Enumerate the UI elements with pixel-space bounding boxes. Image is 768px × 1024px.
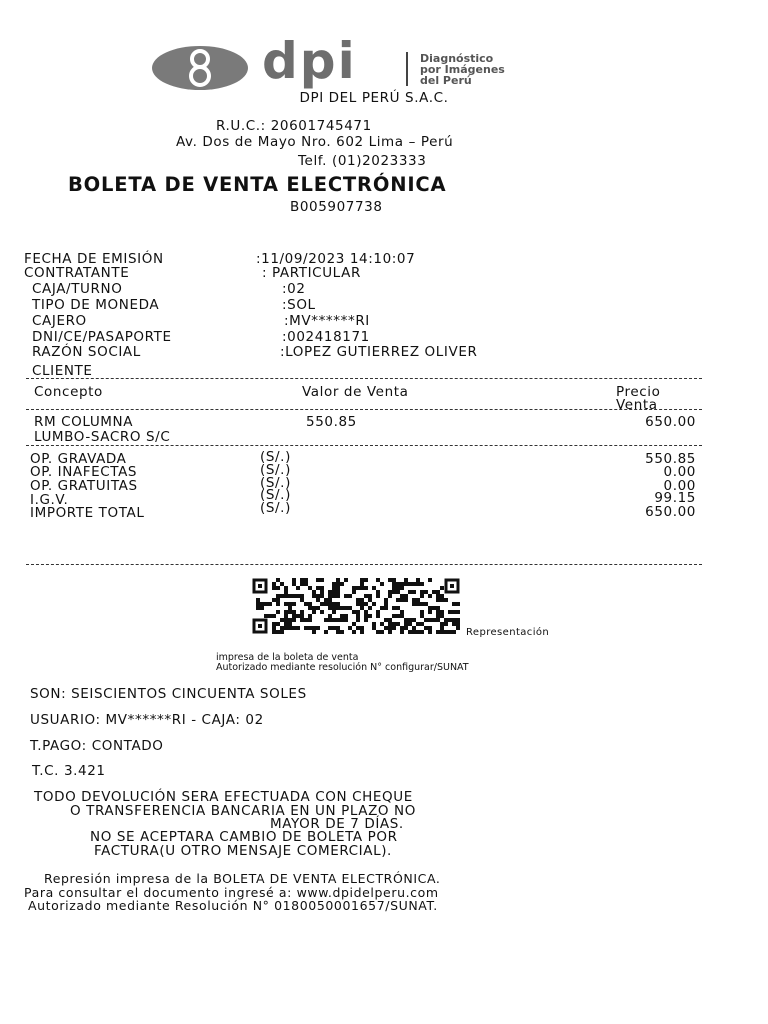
company-logo bbox=[150, 32, 570, 92]
total-currency-gravada: (S/.) bbox=[260, 449, 291, 465]
document-number: B005907738 bbox=[290, 199, 383, 215]
legal-line-2: Para consultar el documento ingresé a: www.dpidelperu.com bbox=[24, 885, 439, 900]
total-label-igv: I.G.V. bbox=[30, 492, 69, 508]
item-valor: 550.85 bbox=[306, 414, 357, 430]
total-value-inafectas: 0.00 bbox=[663, 464, 696, 480]
total-label-importe: IMPORTE TOTAL bbox=[30, 505, 145, 521]
company-name: DPI DEL PERÚ S.A.C. bbox=[299, 90, 449, 106]
info-value-dni: :002418171 bbox=[282, 329, 370, 345]
qr-caption-line2: Autorizado mediante resolución N° configurar/SUNAT bbox=[216, 662, 469, 673]
info-label-caja: CAJA/TURNO bbox=[32, 281, 123, 297]
usuario-caja: USUARIO: MV******RI - CAJA: 02 bbox=[30, 712, 264, 728]
info-label-razon: RAZÓN SOCIAL bbox=[32, 344, 141, 360]
logo-symbol-icon bbox=[150, 44, 250, 92]
qr-caption-right: Representación bbox=[466, 627, 550, 638]
logo-divider bbox=[406, 52, 408, 86]
total-value-importe: 650.00 bbox=[645, 504, 696, 520]
notice-line-3: MAYOR DE 7 DÍAS. bbox=[270, 816, 404, 832]
legal-line-1: Represión impresa de la BOLETA DE VENTA ELECTRÓNICA. bbox=[44, 871, 441, 886]
total-currency-inafectas: (S/.) bbox=[260, 462, 291, 478]
notice-line-2: O TRANSFERENCIA BANCARIA EN UN PLAZO NO bbox=[70, 803, 416, 819]
notice-line-1: TODO DEVOLUCIÓN SERA EFECTUADA CON CHEQUE bbox=[34, 789, 413, 805]
info-value-moneda: :SOL bbox=[282, 297, 316, 313]
qr-code bbox=[252, 578, 462, 636]
logo-brand: dpi bbox=[262, 32, 357, 90]
item-concept-1: RM COLUMNA bbox=[34, 414, 134, 430]
total-value-gravada: 550.85 bbox=[645, 451, 696, 467]
info-value-caja: :02 bbox=[282, 281, 306, 297]
ruc: R.U.C.: 20601745471 bbox=[216, 118, 372, 134]
notice-line-4: NO SE ACEPTARA CAMBIO DE BOLETA POR bbox=[90, 829, 398, 845]
total-label-inafectas: OP. INAFECTAS bbox=[30, 464, 138, 480]
info-label-cliente: CLIENTE bbox=[32, 363, 93, 379]
logo-tagline-2: por Imágenes bbox=[420, 63, 505, 76]
divider-2 bbox=[26, 409, 702, 410]
logo-tagline-3: del Perú bbox=[420, 74, 472, 87]
total-currency-gratuitas: (S/.) bbox=[260, 475, 291, 491]
tipo-cambio: T.C. 3.421 bbox=[32, 763, 106, 779]
col-header-precio: Precio bbox=[616, 384, 661, 400]
total-label-gravada: OP. GRAVADA bbox=[30, 451, 127, 467]
divider-3 bbox=[26, 445, 702, 446]
legal-line-3: Autorizado mediante Resolución N° 0180050001657/SUNAT. bbox=[28, 898, 438, 913]
divider-1 bbox=[26, 378, 702, 379]
notice-line-5: FACTURA(U OTRO MENSAJE COMERCIAL). bbox=[94, 843, 392, 859]
info-label-contratante: CONTRATANTE bbox=[24, 265, 130, 281]
phone: Telf. (01)2023333 bbox=[298, 153, 427, 169]
total-currency-importe: (S/.) bbox=[260, 500, 291, 516]
col-header-valor: Valor de Venta bbox=[302, 384, 409, 400]
document-title: BOLETA DE VENTA ELECTRÓNICA bbox=[68, 173, 447, 196]
address: Av. Dos de Mayo Nro. 602 Lima – Perú bbox=[176, 134, 454, 150]
info-value-contratante: : PARTICULAR bbox=[262, 265, 361, 281]
qr-caption-line1: impresa de la boleta de venta bbox=[216, 652, 359, 663]
divider-4 bbox=[26, 564, 702, 565]
item-concept-2: LUMBO-SACRO S/C bbox=[34, 429, 171, 445]
info-value-cajero: :MV******RI bbox=[284, 313, 370, 329]
info-value-fecha: :11/09/2023 14:10:07 bbox=[256, 251, 416, 267]
logo-tagline-1: Diagnóstico bbox=[420, 52, 494, 65]
info-label-cajero: CAJERO bbox=[32, 313, 87, 329]
son-amount: SON: SEISCIENTOS CINCUENTA SOLES bbox=[30, 686, 307, 702]
info-value-razon: :LOPEZ GUTIERREZ OLIVER bbox=[280, 344, 478, 360]
col-header-concepto: Concepto bbox=[34, 384, 103, 400]
col-header-venta: Venta bbox=[616, 397, 658, 413]
total-label-gratuitas: OP. GRATUITAS bbox=[30, 478, 138, 494]
total-value-igv: 99.15 bbox=[654, 490, 696, 506]
item-precio: 650.00 bbox=[645, 414, 696, 430]
info-label-moneda: TIPO DE MONEDA bbox=[32, 297, 160, 313]
total-currency-igv: (S/.) bbox=[260, 487, 291, 503]
total-value-gratuitas: 0.00 bbox=[663, 478, 696, 494]
tipo-pago: T.PAGO: CONTADO bbox=[30, 738, 164, 754]
info-label-dni: DNI/CE/PASAPORTE bbox=[32, 329, 172, 345]
info-label-fecha: FECHA DE EMISIÓN bbox=[24, 251, 164, 267]
